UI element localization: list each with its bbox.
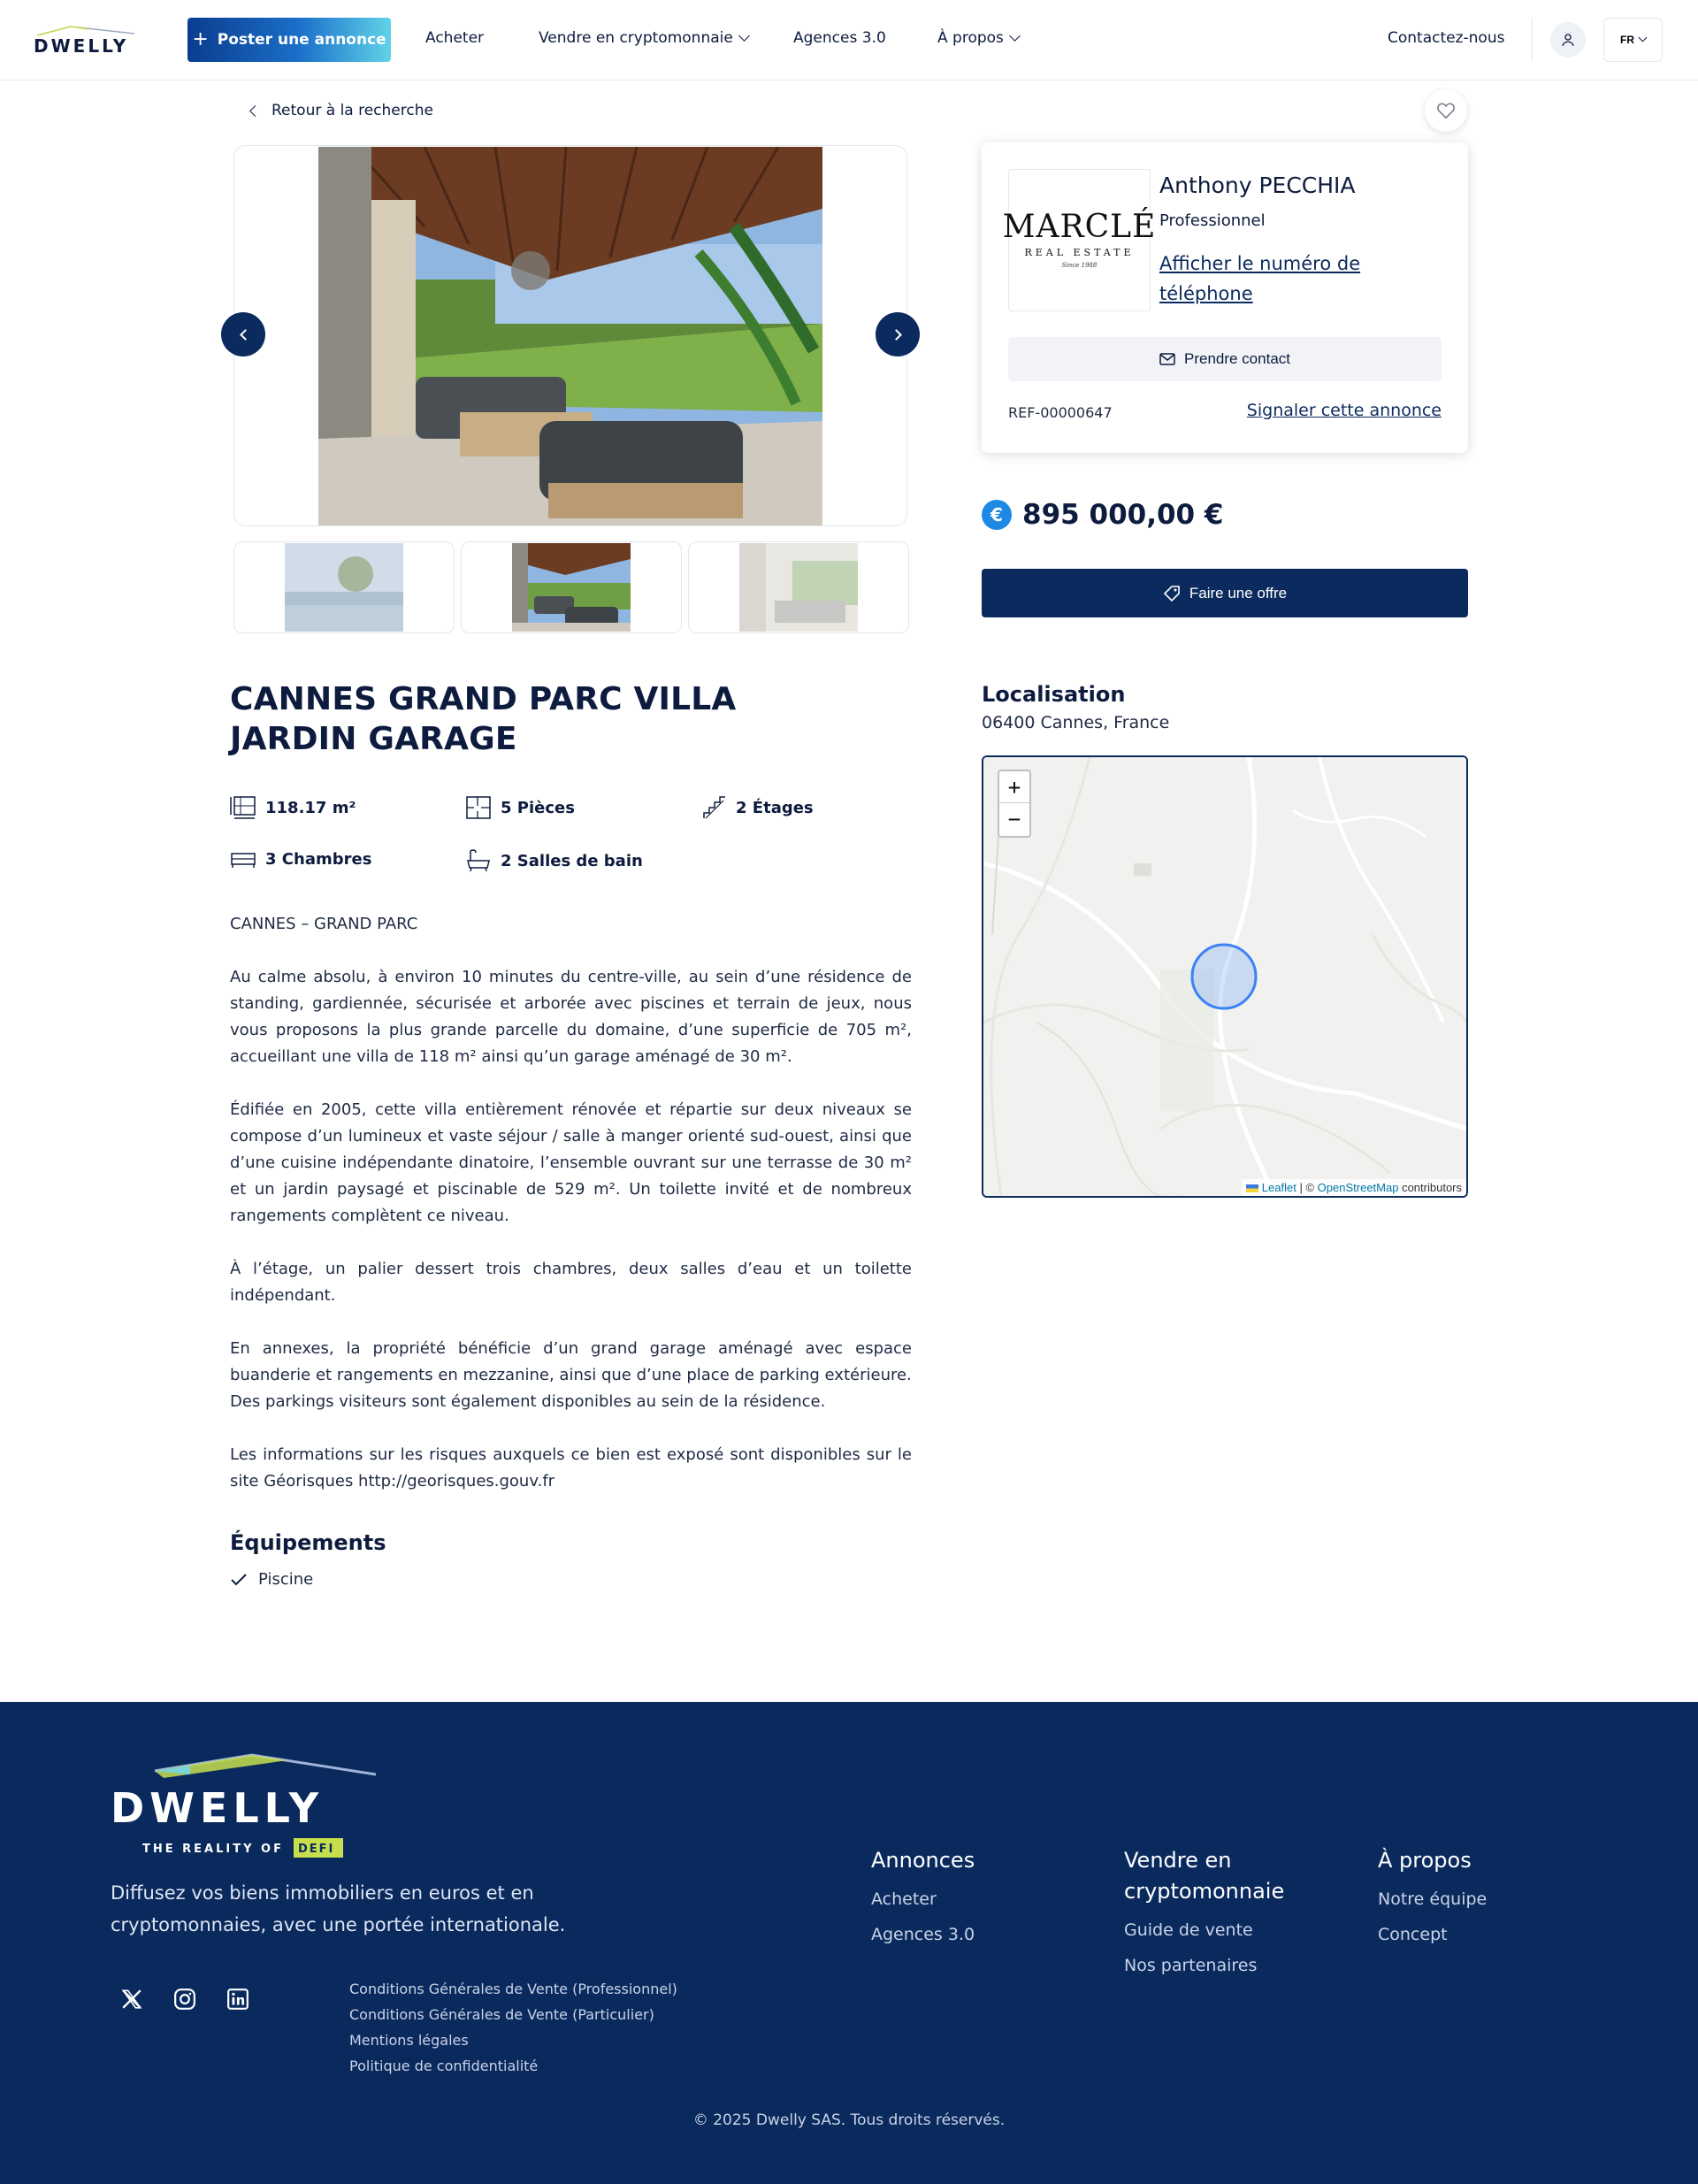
agent-card — [982, 142, 1468, 453]
user-icon — [1560, 32, 1576, 48]
feature-rooms — [465, 795, 575, 820]
map-zoom-control — [998, 770, 1031, 838]
language-select[interactable] — [1603, 18, 1663, 62]
privacy-policy-link[interactable]: Politique de confidentialité — [349, 2058, 539, 2074]
description-paragraph: Des parkings visiteurs sont également disponibles au sein de la résidence. — [230, 1392, 826, 1411]
heart-icon — [1436, 102, 1456, 119]
plus-icon: + — [192, 28, 209, 50]
ukraine-flag-icon — [1246, 1184, 1258, 1192]
show-phone-link[interactable]: Afficher le numéro de téléphone — [1159, 253, 1361, 304]
map-tiles — [983, 757, 1466, 1196]
agency-logo[interactable] — [1002, 169, 1157, 311]
description-paragraph: En annexes, la propriété bénéficie d’un grand garage aménagé avec espace buanderie et rangements en mezzanine, ainsi que d’une place de parking extérieure. — [230, 1339, 912, 1384]
feature-rooms-label: 5 Pièces — [501, 798, 575, 817]
thumbnail-image — [739, 543, 858, 632]
footer-link-sale-guide[interactable]: Guide de vente — [1124, 1920, 1253, 1940]
gallery-next-button[interactable] — [876, 312, 920, 356]
floorplan-icon — [465, 795, 492, 820]
check-icon — [230, 1573, 248, 1587]
mail-icon — [1159, 353, 1175, 365]
price-amount: 895 000,00 € — [1022, 499, 1224, 531]
dwelly-logo[interactable] — [34, 25, 138, 55]
agent-name: Anthony PECCHIA — [1159, 172, 1356, 198]
openstreetmap-link[interactable]: OpenStreetMap — [1317, 1181, 1399, 1194]
x-twitter-icon — [120, 1988, 143, 2011]
location-title: Localisation — [982, 682, 1126, 707]
bathtub-icon — [465, 848, 492, 873]
cgv-particulier-link[interactable]: Conditions Générales de Vente (Particulier) — [349, 2006, 654, 2023]
footer-link-agencies[interactable]: Agences 3.0 — [871, 1925, 975, 1944]
equipment-label: Piscine — [258, 1570, 314, 1589]
footer-link-concept[interactable]: Concept — [1378, 1925, 1448, 1944]
back-to-search-link[interactable] — [251, 102, 433, 119]
agency-logo-name: MARCLÉ — [1002, 209, 1157, 245]
footer-col-title-about: À propos — [1378, 1848, 1472, 1873]
chevron-left-icon — [249, 105, 261, 117]
listing-reference: REF-00000647 — [1008, 404, 1113, 421]
footer-link-team[interactable]: Notre équipe — [1378, 1889, 1488, 1909]
agency-logo-since: Since 1988 — [1061, 262, 1098, 269]
instagram-link[interactable] — [169, 1983, 201, 2015]
gallery-thumbnail[interactable] — [688, 541, 909, 633]
chevron-down-icon — [1009, 30, 1021, 42]
equipment-title: Équipements — [230, 1530, 386, 1555]
feature-area — [230, 795, 356, 820]
main-photo-frame — [233, 145, 907, 526]
feature-bathrooms-label: 2 Salles de bain — [501, 851, 643, 870]
main-photo[interactable] — [318, 147, 822, 525]
chevron-down-icon — [738, 30, 750, 42]
chevron-down-icon — [1639, 34, 1648, 42]
map-attribution — [1242, 1179, 1466, 1196]
user-account-button[interactable] — [1550, 22, 1586, 57]
gallery-prev-button[interactable] — [221, 312, 265, 356]
leaflet-link[interactable]: Leaflet — [1261, 1181, 1296, 1194]
logo-text: DWELLY — [34, 35, 129, 57]
location-address: 06400 Cannes, France — [982, 713, 1170, 732]
contact-agent-button[interactable] — [1008, 337, 1442, 381]
description-paragraph: Les informations sur les risques auxquels ce bien est exposé sont disponibles sur le site Géorisques http://georisques.gouv.fr — [230, 1445, 912, 1490]
favorite-button[interactable] — [1425, 89, 1467, 132]
attribution-separator: | © — [1299, 1181, 1315, 1194]
nav-about[interactable] — [937, 29, 1019, 47]
contact-label: Contactez-nous — [1388, 29, 1505, 47]
nav-agencies[interactable] — [793, 29, 886, 47]
footer-col-title-annonces: Annonces — [871, 1848, 975, 1873]
footer-logo-text: DWELLY — [111, 1784, 325, 1832]
listing-description — [230, 911, 912, 1521]
nav-sell-crypto[interactable] — [539, 29, 748, 47]
description-paragraph: Au calme absolu, à environ 10 minutes du centre-ville, au sein d’une résidence de standing, gardiennée, sécurisée et arborée avec piscines et terrain de jeux, nous vous proposons la plus grande parcelle du domaine, d’une superficie de 705 m², accueillant une villa de 118 m² ainsi qu’un garage aménagé de 30 m². — [230, 968, 912, 1066]
x-twitter-link[interactable] — [116, 1983, 148, 2015]
footer-logo-defi: DEFI — [298, 1843, 335, 1856]
nav-buy[interactable] — [425, 29, 484, 47]
nav-buy-label: Acheter — [425, 29, 485, 47]
gallery-thumbnail-active[interactable] — [461, 541, 682, 633]
attribution-contributors: contributors — [1402, 1181, 1462, 1194]
legal-notice-link[interactable]: Mentions légales — [349, 2032, 469, 2049]
description-paragraph: CANNES – GRAND PARC — [230, 915, 418, 933]
chevron-right-icon — [891, 329, 902, 341]
zoom-out-button[interactable]: − — [1007, 807, 1021, 831]
thumbnail-image — [285, 543, 403, 632]
location-map[interactable] — [982, 755, 1468, 1198]
feature-bathrooms — [465, 848, 643, 873]
footer-legal-links — [349, 1976, 677, 2079]
nav-sell-crypto-label: Vendre en cryptomonnaie — [539, 29, 733, 47]
listing-title: CANNES GRAND PARC VILLA JARDIN GARAGE — [230, 681, 737, 757]
footer-logo-graphic — [111, 1751, 380, 1858]
euro-icon: € — [982, 500, 1012, 530]
location-marker — [1192, 945, 1256, 1008]
instagram-icon — [173, 1988, 196, 2011]
stairs-icon — [702, 795, 727, 820]
surface-area-icon — [230, 795, 256, 820]
linkedin-link[interactable] — [222, 1983, 254, 2015]
footer-col-title-sell: Vendre en cryptomonnaie — [1124, 1848, 1285, 1904]
site-footer — [0, 1702, 1698, 2184]
agent-role: Professionnel — [1159, 211, 1266, 230]
feature-floors-label: 2 Étages — [736, 798, 814, 817]
footer-logo-tagline: THE REALITY OF — [142, 1843, 284, 1856]
thumbnail-image — [512, 543, 631, 632]
feature-floors — [702, 795, 814, 820]
nav-about-label: À propos — [937, 29, 1004, 47]
footer-link-partners[interactable]: Nos partenaires — [1124, 1956, 1258, 1975]
zoom-in-button[interactable]: + — [999, 771, 1029, 803]
feature-bedrooms-label: 3 Chambres — [265, 849, 372, 869]
nav-agencies-label: Agences 3.0 — [793, 29, 886, 47]
bed-icon — [230, 848, 256, 870]
back-to-search-label: Retour à la recherche — [272, 102, 433, 119]
cgv-pro-link[interactable]: Conditions Générales de Vente (Professionnel) — [349, 1981, 677, 1997]
listing-price — [982, 499, 1224, 531]
report-listing-link[interactable]: Signaler cette annonce — [1246, 401, 1442, 420]
post-listing-label: Poster une annonce — [217, 31, 386, 49]
footer-tagline: Diffusez vos biens immobiliers en euros et en cryptomonnaies, avec une portée internationale. — [111, 1882, 566, 1935]
copyright: © 2025 Dwelly SAS. Tous droits réservés. — [692, 2111, 1006, 2129]
post-listing-button[interactable] — [187, 18, 391, 62]
linkedin-icon — [226, 1988, 249, 2011]
header-divider — [1532, 18, 1533, 62]
language-label: FR — [1620, 34, 1634, 46]
footer-link-buy[interactable]: Acheter — [871, 1889, 937, 1909]
chevron-left-icon — [240, 329, 251, 341]
tag-icon — [1163, 585, 1181, 602]
contact-agent-label: Prendre contact — [1183, 350, 1290, 367]
agency-logo-subtitle: REAL ESTATE — [1024, 247, 1135, 258]
site-header — [0, 0, 1698, 80]
feature-area-label: 118.17 m² — [265, 798, 356, 817]
description-paragraph: À l’étage, un palier dessert trois chambres, deux salles d’eau et un toilette indépendant. — [230, 1260, 912, 1305]
description-paragraph: Édifiée en 2005, cette villa entièrement rénovée et répartie sur deux niveaux se compose d’un lumineux et vaste séjour / salle à manger orienté sud-ouest, ainsi que d’une cuisine indépendante dinatoire, l’ensemble ouvrant sur une terrasse de 30 m² et un jardin paysagé et piscinable de 529 m². Un toilette invité et de nombreux rangements complètent ce niveau. — [230, 1100, 912, 1225]
gallery-thumbnail[interactable] — [233, 541, 455, 633]
footer-logo[interactable] — [111, 1751, 380, 1858]
make-offer-label: Faire une offre — [1189, 584, 1288, 602]
make-offer-button[interactable] — [982, 569, 1468, 617]
terrace-photo — [318, 147, 822, 525]
contact-link[interactable] — [1388, 29, 1504, 47]
equipment-item — [230, 1570, 313, 1589]
feature-bedrooms — [230, 848, 371, 870]
